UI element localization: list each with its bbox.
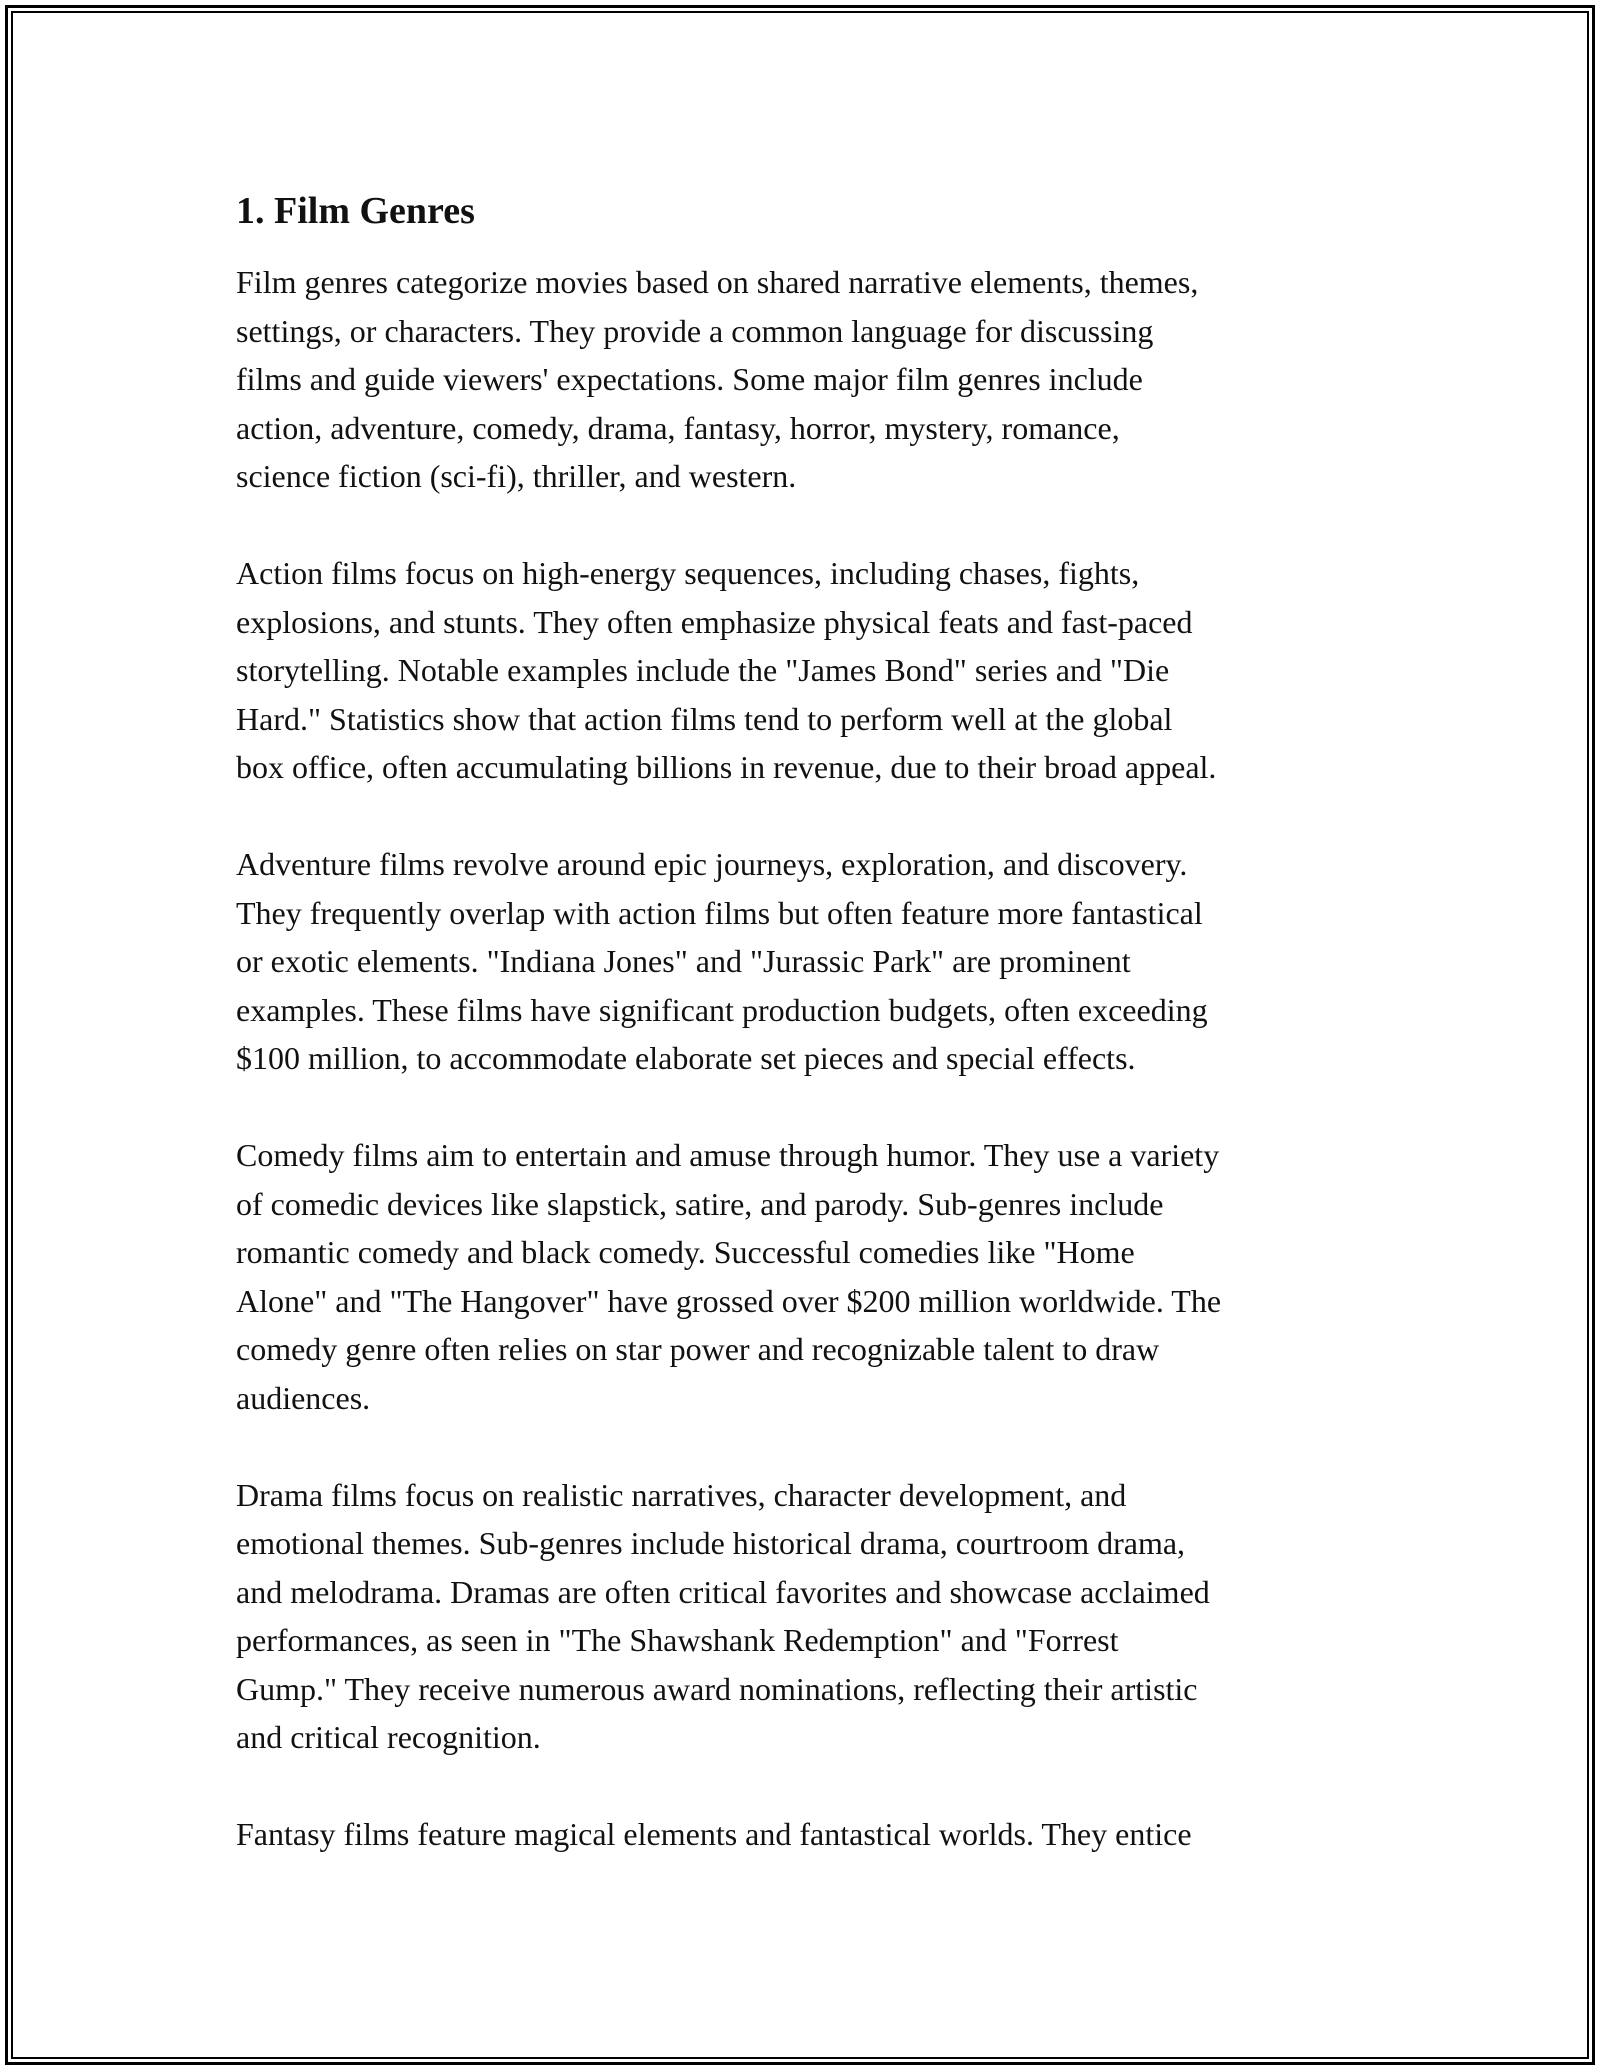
paragraph-intro: Film genres categorize movies based on shared narrative elements, themes, settings, or characters. They provide a common language for discussing films and guide viewers' expectations. Some major film genres include action, adventure, comedy, drama, fantasy, horror, mystery, romance, science fiction (sci-fi), thriller, and western. xyxy=(236,264,1199,494)
paragraph-comedy: Comedy films aim to entertain and amuse through humor. They use a variety of comedic devices like slapstick, satire, and parody. Sub-genres include romantic comedy and black comedy. Successful comedies like "Home Alone" and "The Hangover" have grossed over $200 million worldwide. The comedy genre often relies on star power and recognizable talent to draw audiences. xyxy=(236,1137,1222,1416)
paragraph-drama: Drama films focus on realistic narratives, character development, and emotional themes. Sub-genres include historical drama, courtroom drama, and melodrama. Dramas are often critical favorites and showcase acclaimed performances, as seen in "The Shawshank Redemption" and "Forrest Gump." They receive numerous award nominations, reflecting their artistic and critical recognition. xyxy=(236,1476,1210,1755)
paragraph-adventure: Adventure films revolve around epic journeys, exploration, and discovery. They frequently overlap with action films but often feature more fantastical or exotic elements. "Indiana Jones" and "Jurassic Park" are prominent examples. These films have significant production budgets, often exceeding $100 million, to accommodate elaborate set pieces and special effects. xyxy=(236,846,1208,1076)
paragraph-action: Action films focus on high-energy sequences, including chases, fights, explosions, and stunts. They often emphasize physical feats and fast-paced storytelling. Notable examples include the "James Bond" series and "Die Hard." Statistics show that action films tend to perform well at the global box office, often accumulating billions in revenue, due to their broad appeal. xyxy=(236,555,1217,785)
document-body xyxy=(236,186,1386,1907)
paragraph-fantasy: Fantasy films feature magical elements and fantastical worlds. They entice xyxy=(236,1816,1192,1852)
section-heading: 1. Film Genres xyxy=(236,190,475,232)
